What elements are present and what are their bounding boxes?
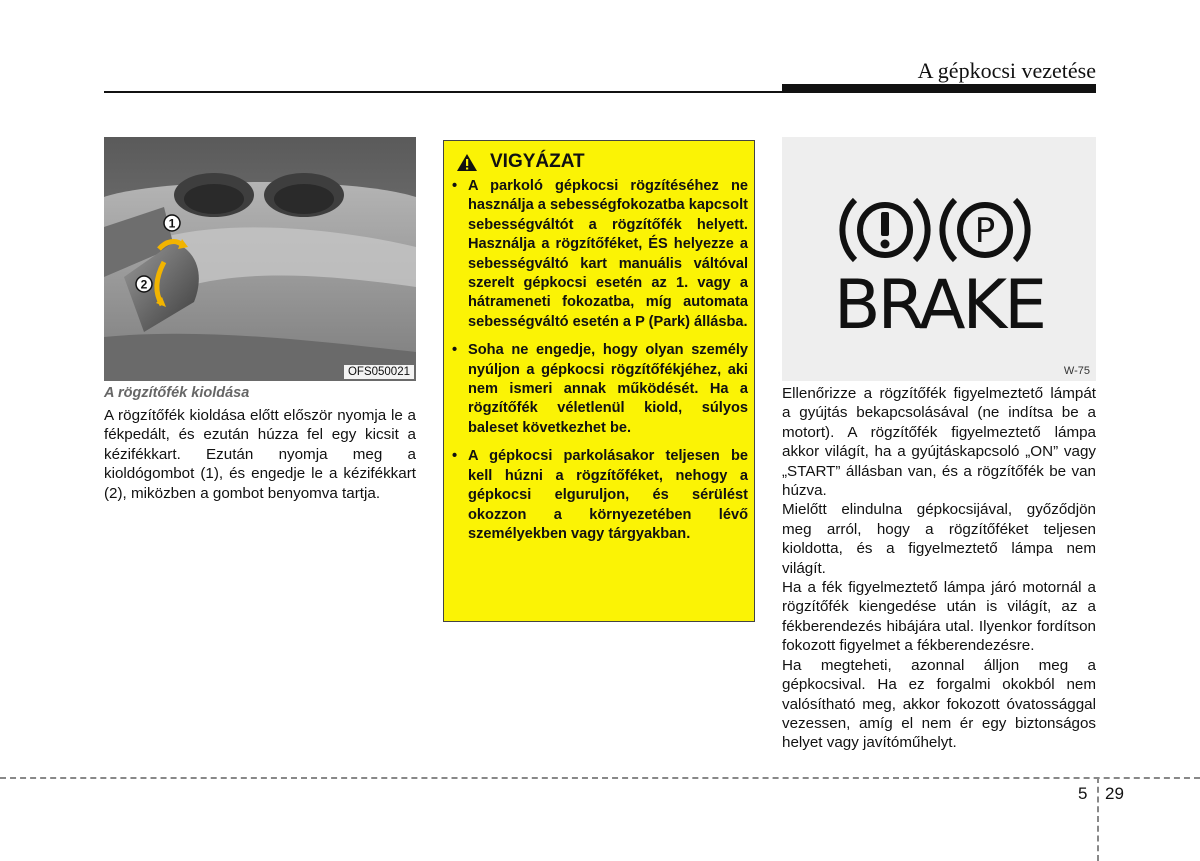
footer-rule bbox=[0, 777, 1200, 779]
release-button-marker: 1 bbox=[168, 216, 176, 231]
brake-lamp-description bbox=[782, 384, 1096, 753]
lever-marker: 2 bbox=[140, 277, 148, 292]
warning-item: • A gépkocsi parkolásakor teljesen be kell húzni a rögzítőféket, nehogy a gépkocsi elguruljon, és sérülést okozzon a környezetében lévő személyekben vagy tárgyakban. bbox=[452, 447, 748, 544]
parking-symbol-letter: P bbox=[974, 211, 996, 251]
photo-code: OFS050021 bbox=[344, 365, 414, 379]
header-rule bbox=[104, 91, 884, 93]
figure-code: W-75 bbox=[1063, 365, 1090, 377]
paragraph: Ha a fék figyelmeztető lámpa járó motornál a rögzítőfék kiengedése után is világít, az a fékberendezés hibájára utal. Ilyenkor fordítson fokozott figyelmet a fékberendezésre. bbox=[782, 579, 1096, 655]
brake-warning-lamp-panel bbox=[782, 137, 1096, 381]
footer-divider bbox=[1097, 777, 1099, 861]
release-instructions: A rögzítőfék kioldása előtt először nyomja le a fékpedált, és ezután húzza fel egy kicsit a kézifékkart. Ezután nyomja meg a kioldógombot (1), és engedje le a kézifékkart (2), miközben a gombot benyomva tartja. bbox=[104, 407, 416, 502]
parking-brake-illustration bbox=[104, 137, 416, 381]
warning-title: VIGYÁZAT bbox=[490, 151, 585, 172]
brake-warning-icon bbox=[842, 200, 927, 260]
paragraph: Ellenőrizze a rögzítőfék figyelmeztető lámpát a gyújtás bekapcsolásával (ne indítsa be a motort). A rögzítőfék figyelmeztető lámpa akkor világít, ha a gyújtáskapcsoló „ON” vagy „START” állásban van, és a rögzítőfék be van húzva. bbox=[782, 385, 1096, 500]
photo-caption: A rögzítőfék kioldása bbox=[104, 385, 250, 401]
chapter-title: A gépkocsi vezetése bbox=[917, 58, 1096, 83]
warning-item: • A parkoló gépkocsi rögzítéséhez ne használja a sebességfokozatba kapcsolt sebességváltót a rögzítőfék helyett. Használja a rögzítőféket, ÉS helyezze a sebességváltó kart manuális váltóval szerelt gépkocsi esetén az 1. vagy a hátrameneti fokozatba, míg automata sebességváltó esetén a P (Park) állásba. bbox=[452, 177, 748, 332]
paragraph: Mielőtt elindulna gépkocsijával, győződjön meg arról, hogy a rögzítőféket teljesen kioldotta, és a figyelmeztető lámpa nem világít. bbox=[782, 501, 1096, 577]
brake-word: BRAKE bbox=[833, 266, 1045, 345]
brake-lamp-symbols bbox=[782, 137, 1096, 267]
warning-box bbox=[443, 140, 755, 622]
header-rule-accent bbox=[782, 84, 1096, 93]
chapter-number: 5 bbox=[1078, 784, 1088, 803]
warning-heading bbox=[456, 151, 585, 173]
paragraph: Ha megteheti, azonnal álljon meg a gépkocsival. Ha ez forgalmi okokból nem valósítható meg, akkor fokozott óvatossággal vezessen, amíg el nem ér egy biztonságos helyet vagy javítóműhelyt. bbox=[782, 656, 1096, 752]
parking-brake-icon bbox=[942, 200, 1027, 260]
warning-item: • Soha ne engedje, hogy olyan személy nyúljon a gépkocsi rögzítőfékjéhez, aki nem ismeri annak működését. Ha a rögzítőfék véletlenül kiold, súlyos baleset következhet be. bbox=[452, 341, 748, 438]
warning-list bbox=[452, 177, 748, 553]
warning-triangle-icon bbox=[456, 153, 478, 172]
parking-brake-photo bbox=[104, 137, 416, 381]
page-number: 29 bbox=[1105, 784, 1124, 803]
